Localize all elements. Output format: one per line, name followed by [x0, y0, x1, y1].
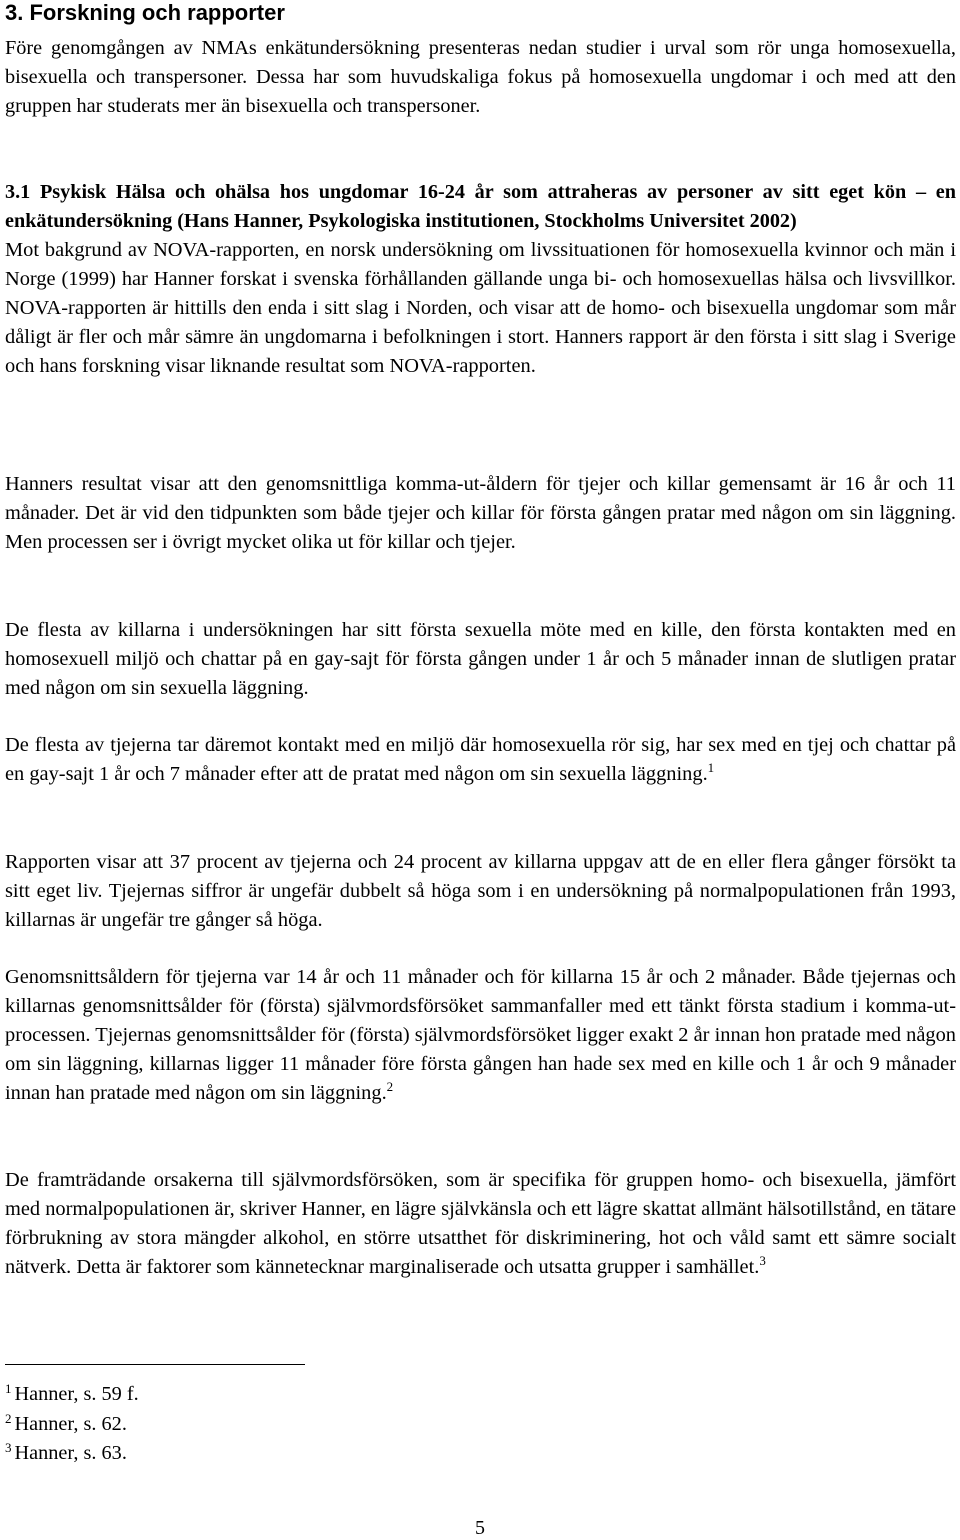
footnote-number: 2 — [5, 1411, 12, 1426]
paragraph-text: Genomsnittsåldern för tjejerna var 14 år och 11 månader och för killarna 15 år och 2 månader. Både tjejernas och killarnas genomsnittsålder för (första) självmordsförsöket sammanfaller med ett tänkt första stadium i komma-ut-processen. Tjejernas genomsnittsålder för (första) självmordsförsöket ligger exakt 2 år innan hon pratade med någon om sin läggning, killarnas ligger 11 månader före första gången han hade sex med en kille och 1 år och 9 månader innan han pratade med någon om sin läggning. — [5, 966, 956, 1104]
footnote-3 — [5, 1441, 127, 1465]
paragraph-boys-process — [5, 616, 956, 703]
paragraph-text: De flesta av tjejerna tar däremot kontakt med en miljö där homosexuella rör sig, har sex med en tjej och chattar på en gay-sajt 1 år och 7 månader efter att de pratat med någon om sin sexuella läggning. — [5, 734, 956, 785]
paragraph-text: Mot bakgrund av NOVA-rapporten, en norsk undersökning om livssituationen för homosexuella kvinnor och män i Norge (1999) har Hanner forskat i svenska förhållanden gällande unga bi- och homosexuellas hälsa och livsvillkor. NOVA-rapporten är hittills den enda i sitt slag i Norden, och visar att de homo- och bisexuella ungdomar som mår dåligt är fler och mår sämre än ungdomarna i befolkningen i stort. Hanners rapport är den första i sitt slag i Sverige och hans forskning visar liknande resultat som NOVA-rapporten. — [5, 239, 956, 377]
paragraph-average-age — [5, 963, 956, 1108]
paragraph-suicide-statistics — [5, 848, 956, 935]
footnote-text: Hanner, s. 63. — [14, 1442, 127, 1464]
paragraph-text: De framträdande orsakerna till självmordsförsöken, som är specifika för gruppen homo- och bisexuella, jämfört med normalpopulationen är, skriver Hanner, en lägre självkänsla och ett lägre skattat allmänt hälsotillstånd, en tätare förbrukning av stora mängder alkohol, en större utsatthet för diskriminering, hot och våld samt ett sämre socialt nätverk. Detta är faktorer som kännetecknar marginaliserade och utsatta grupper i samhället. — [5, 1169, 956, 1278]
footnote-text: Hanner, s. 59 f. — [14, 1383, 139, 1405]
paragraph-coming-out-age — [5, 470, 956, 557]
intro-text: Före genomgången av NMAs enkätundersökning presenteras nedan studier i urval som rör unga homosexuella, bisexuella och transpersoner. Dessa har som huvudskaliga fokus på homosexuella ungdomar i och med att den gruppen har studerats mer än bisexuella och transpersoner. — [5, 37, 956, 117]
footnote-2 — [5, 1412, 127, 1436]
subsection-heading: 3.1 Psykisk Hälsa och ohälsa hos ungdomar 16-24 år som attraheras av personer av sitt eget kön – en enkätundersökning (Hans Hanner, Psykologiska institutionen, Stockholms Universitet 2002) — [5, 181, 956, 232]
paragraph-girls-process — [5, 731, 956, 789]
page-number: 5 — [475, 1517, 485, 1539]
footnote-number: 1 — [5, 1381, 12, 1396]
document-page — [5, 0, 956, 1539]
footnote-ref-3[interactable]: 3 — [759, 1253, 766, 1268]
paragraph-causes — [5, 1166, 956, 1282]
intro-paragraph — [5, 34, 956, 121]
footnote-ref-2[interactable]: 2 — [386, 1079, 394, 1094]
paragraph-nova-background — [5, 236, 956, 381]
paragraph-text: Rapporten visar att 37 procent av tjejerna och 24 procent av killarna uppgav att de en eller flera gånger försökt ta sitt eget liv. Tjejernas siffror är ungefär dubbelt så höga som i en undersökning på normalpopulationen från 1993, killarnas är ungefär tre gånger så höga. — [5, 851, 956, 931]
paragraph-text: De flesta av killarna i undersökningen har sitt första sexuella möte med en kille, den första kontakten med en homosexuell miljö och chattar på en gay-sajt för första gången under 1 år och 5 månader innan de slutligen pratar med någon om sin sexuella läggning. — [5, 619, 956, 699]
paragraph-text: Hanners resultat visar att den genomsnittliga komma-ut-åldern för tjejer och killar gemensamt är 16 år och 11 månader. Det är vid den tidpunkten som både tjejer och killar för första gången pratar med någon om sin läggning. Men processen ser i övrigt mycket olika ut för killar och tjejer. — [5, 473, 956, 553]
footnote-ref-1[interactable]: 1 — [707, 760, 715, 775]
footnote-1 — [5, 1382, 139, 1406]
section-heading: 3. Forskning och rapporter — [5, 0, 285, 25]
footnote-number: 3 — [5, 1440, 12, 1455]
footnote-divider — [5, 1364, 305, 1365]
footnote-text: Hanner, s. 62. — [14, 1413, 127, 1435]
